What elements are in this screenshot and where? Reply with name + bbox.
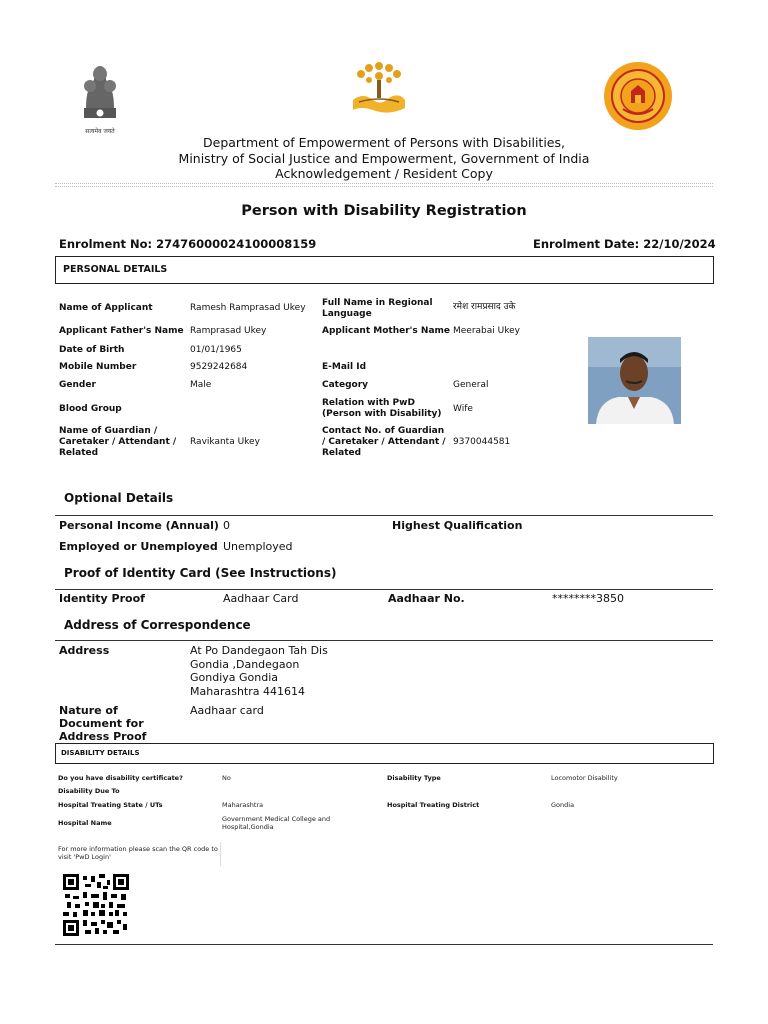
- certificate-label: Do you have disability certificate?: [58, 774, 183, 782]
- employment-value: Unemployed: [223, 540, 293, 553]
- guardian-contact-label: Contact No. of Guardian / Caretaker / Attendant / Related: [322, 426, 446, 458]
- mobile-label: Mobile Number: [59, 362, 137, 372]
- address-line-3: Gondiya Gondia: [190, 671, 279, 684]
- mother-name-value: Meerabai Ukey: [453, 326, 520, 336]
- relation-label: Relation with PwD (Person with Disability): [322, 398, 442, 419]
- address-proof-label: Nature of Document for Address Proof: [59, 704, 147, 743]
- aadhaar-value: ********3850: [552, 592, 624, 605]
- hospital-district-label: Hospital Treating District: [387, 801, 480, 809]
- hospital-state-value: Maharashtra: [222, 801, 264, 809]
- income-label: Personal Income (Annual): [59, 519, 219, 532]
- address-line-2: Gondia ,Dandegaon: [190, 657, 300, 671]
- enrolment-date: [533, 237, 716, 251]
- category-label: Category: [322, 380, 369, 390]
- hospital-name-value: Government Medical College and Hospital,Gondia: [222, 815, 331, 831]
- enrolment-number-value: 27476000024100008159: [156, 237, 317, 251]
- optional-divider: [55, 515, 713, 516]
- national-emblem-logo: [76, 58, 124, 134]
- hospital-state-label: Hospital Treating State / UTs: [58, 801, 163, 809]
- header-line-1: Department of Empowerment of Persons with Disabilities,: [203, 135, 565, 150]
- gender-label: Gender: [59, 380, 96, 390]
- qr-note: For more information please scan the QR code to visit 'PwD Login': [58, 845, 218, 861]
- hospital-district-value: Gondia: [551, 801, 575, 809]
- header-line-3: Acknowledgement / Resident Copy: [275, 166, 493, 181]
- qr-code[interactable]: [63, 874, 129, 936]
- personal-details-heading: PERSONAL DETAILS: [55, 256, 714, 284]
- header-divider-2: [55, 186, 713, 187]
- email-label: E-Mail Id: [322, 362, 367, 372]
- address-value: [190, 644, 328, 698]
- enrolment-number: [59, 237, 316, 251]
- disability-type-label: Disability Type: [387, 774, 441, 782]
- disability-details-heading: DISABILITY DETAILS: [55, 743, 714, 764]
- enrolment-date-label: Enrolment Date:: [533, 237, 640, 251]
- address-label: Address: [59, 644, 110, 657]
- header-divider: [55, 183, 713, 184]
- disability-type-value: Locomotor Disability: [551, 774, 618, 782]
- identity-divider: [55, 589, 713, 590]
- address-line-1: At Po Dandegaon Tah Dis: [190, 644, 328, 657]
- applicant-name-label: Name of Applicant: [59, 303, 153, 313]
- guardian-contact-value: 9370044581: [453, 437, 511, 447]
- guardian-name-value: Ravikanta Ukey: [190, 437, 260, 447]
- father-name-value: Ramprasad Ukey: [190, 326, 267, 336]
- identity-proof-label: Identity Proof: [59, 592, 145, 605]
- qualification-label: Highest Qualification: [392, 519, 523, 532]
- address-divider: [55, 640, 713, 641]
- footer-divider: [55, 944, 713, 945]
- emblem-caption: सत्यमेव जयते: [85, 128, 115, 135]
- identity-heading: Proof of Identity Card (See Instructions): [64, 566, 337, 580]
- department-header: [0, 135, 768, 182]
- regional-name-label: Full Name in Regional Language: [322, 298, 433, 319]
- disability-due-label: Disability Due To: [58, 787, 120, 795]
- dob-label: Date of Birth: [59, 345, 125, 355]
- applicant-name-value: Ramesh Ramprasad Ukey: [190, 303, 306, 313]
- enrolment-number-label: Enrolment No:: [59, 237, 153, 251]
- relation-value: Wife: [453, 404, 473, 414]
- certificate-value: No: [222, 774, 231, 782]
- maharashtra-seal-logo: [601, 61, 675, 131]
- regional-name-value: रमेश रामप्रसाद उके: [453, 302, 516, 312]
- qr-column-divider: [220, 842, 221, 866]
- enrolment-date-value: 22/10/2024: [643, 237, 716, 251]
- identity-proof-value: Aadhaar Card: [223, 592, 299, 605]
- guardian-name-label: Name of Guardian / Caretaker / Attendant / Related: [59, 426, 177, 458]
- blood-group-label: Blood Group: [59, 404, 122, 414]
- page-title: Person with Disability Registration: [241, 203, 527, 219]
- sugamya-logo: [343, 58, 415, 120]
- category-value: General: [453, 380, 489, 390]
- address-heading: Address of Correspondence: [64, 618, 251, 632]
- income-value: 0: [223, 519, 230, 532]
- gender-value: Male: [190, 380, 212, 390]
- hospital-name-label: Hospital Name: [58, 819, 112, 827]
- applicant-photo: [588, 337, 681, 424]
- father-name-label: Applicant Father's Name: [59, 326, 184, 336]
- dob-value: 01/01/1965: [190, 345, 242, 355]
- header-line-2: Ministry of Social Justice and Empowerment, Government of India: [178, 150, 590, 166]
- mother-name-label: Applicant Mother's Name: [322, 326, 450, 336]
- mobile-value: 9529242684: [190, 362, 248, 372]
- employment-label: Employed or Unemployed: [59, 540, 218, 553]
- optional-details-heading: Optional Details: [64, 491, 174, 505]
- address-proof-value: Aadhaar card: [190, 704, 264, 717]
- aadhaar-label: Aadhaar No.: [388, 592, 465, 605]
- address-line-4: Maharashtra 441614: [190, 684, 305, 698]
